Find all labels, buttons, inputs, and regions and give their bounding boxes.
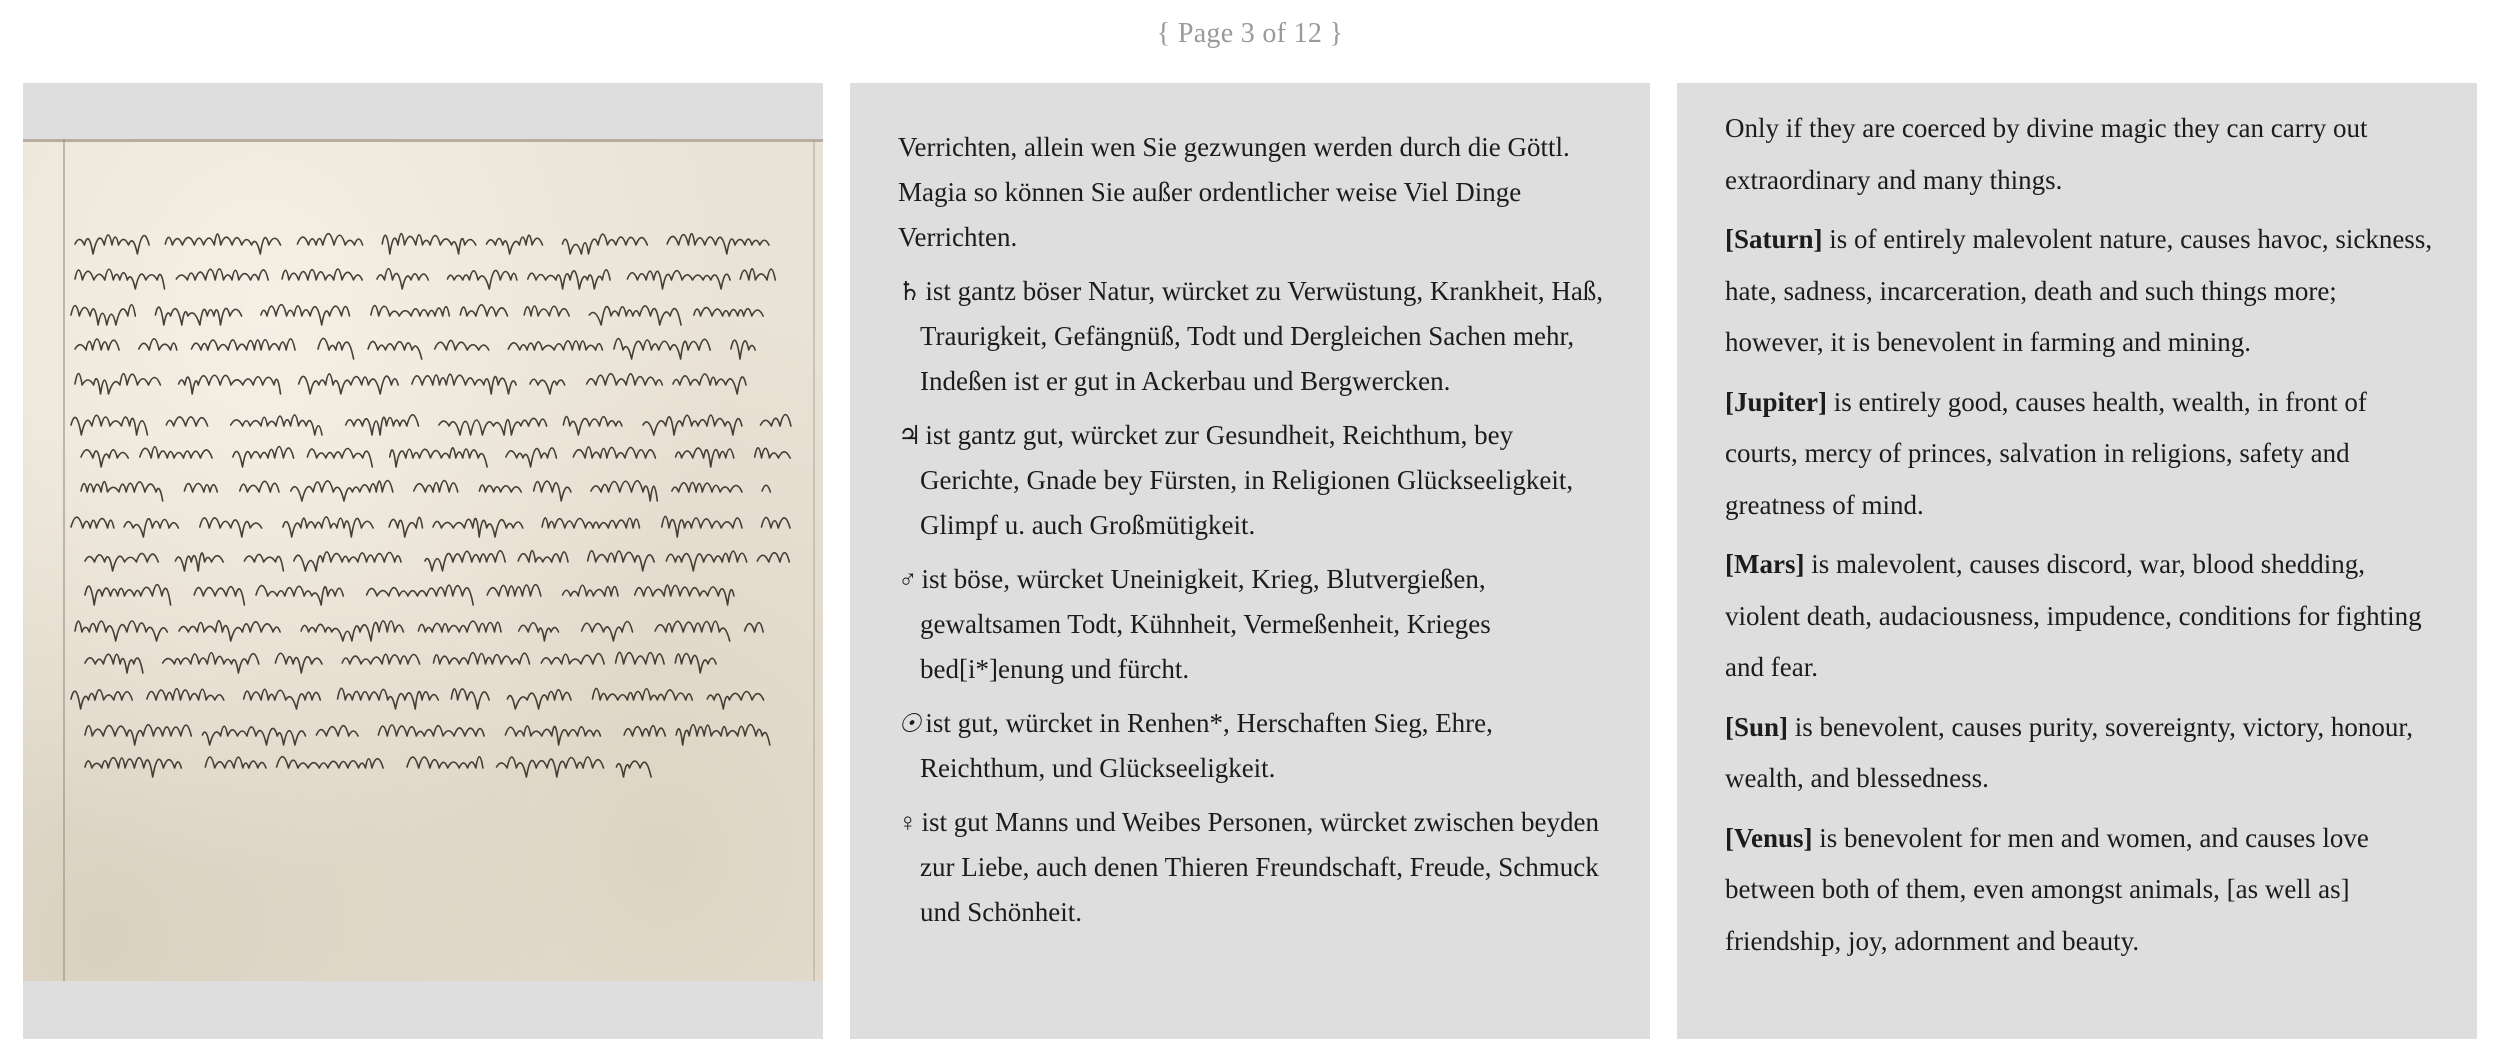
transcript-entry-text: ist böse, würcket Uneinigkeit, Krieg, Blutvergießen, gewaltsamen Todt, Kühnheit, Vermeßenheit, Krieges bed[i*]enung und fürcht. (920, 564, 1491, 684)
handwriting-word (75, 373, 160, 394)
handwriting-word (487, 585, 541, 596)
translation-entry-venus (1725, 813, 2440, 968)
handwriting-word (460, 305, 507, 316)
handwriting-word (85, 585, 171, 605)
handwriting-word (244, 689, 321, 709)
handwriting-word (85, 553, 158, 571)
handwriting-word (283, 517, 373, 537)
handwriting-word (256, 586, 343, 605)
transcript-entry-text: ist gut Manns und Weibes Personen, würcket zwischen beyden zur Liebe, auch denen Thieren Freundschaft, Freude, Schmuck und Schönheit. (920, 807, 1599, 927)
handwriting-word (588, 551, 655, 571)
handwriting-word (179, 621, 280, 641)
planet-label: [Jupiter] (1725, 386, 1827, 417)
handwriting-word (573, 447, 655, 458)
handwriting-word (179, 375, 281, 394)
handwriting-word (707, 692, 763, 710)
planet-label: [Mars] (1725, 549, 1805, 579)
handwriting-word (731, 340, 755, 359)
handwriting-word (368, 341, 422, 359)
handwriting-word (534, 481, 571, 501)
handwriting-word (377, 269, 428, 289)
handwriting-word (563, 234, 648, 254)
handwriting-word (435, 340, 489, 350)
handwriting-word (307, 449, 372, 468)
handwriting-word (582, 622, 633, 642)
handwriting-word (346, 415, 419, 435)
handwriting-word (175, 553, 223, 571)
handwriting-word (655, 621, 730, 641)
translation-entry-jupiter (1725, 377, 2440, 532)
jupiter-symbol-icon: ♃ (898, 421, 922, 450)
handwriting-word (505, 726, 600, 745)
handwriting-word (761, 415, 791, 426)
handwriting-word (338, 688, 439, 709)
handwriting-word (635, 585, 734, 605)
handwriting-word (291, 481, 393, 501)
handwriting-word (71, 690, 132, 709)
handwriting-word (624, 726, 665, 736)
translation-entry-text: is malevolent, causes discord, war, blood shedding, violent death, audaciousness, impudence, conditions for fighting and fear. (1725, 549, 2422, 682)
handwriting-word (389, 517, 422, 537)
handwriting-word (378, 725, 484, 736)
handwriting-word (563, 585, 618, 596)
manuscript-panel (23, 83, 823, 1039)
handwriting-word (205, 757, 266, 768)
handwriting-word (139, 339, 177, 350)
handwriting-word (662, 516, 742, 537)
handwriting-word (506, 448, 557, 467)
handwriting-word (231, 415, 322, 435)
handwriting-word (448, 270, 517, 289)
planet-label: [Saturn] (1725, 224, 1823, 254)
mars-symbol-icon: ♂ (898, 565, 918, 594)
transcript-intro: Verrichten, allein wen Sie gezwungen werden durch die Göttl. Magia so können Sie außer ordentlicher weise Viel Dinge Verrichten. (898, 132, 1570, 252)
venus-symbol-icon: ♀ (898, 808, 918, 837)
handwriting-strokes (23, 139, 823, 981)
handwriting-word (294, 552, 401, 571)
handwriting-word (524, 306, 569, 316)
transcript-entry-venus (898, 800, 1608, 935)
handwriting-word (124, 519, 178, 537)
handwriting-word (667, 234, 769, 254)
handwriting-word (342, 654, 419, 664)
handwriting-word (508, 341, 602, 350)
saturn-symbol-icon: ♄ (898, 277, 922, 306)
handwriting-word (414, 481, 458, 492)
handwriting-word (163, 653, 259, 673)
translation-entry-saturn (1725, 214, 2440, 369)
handwriting-word (507, 690, 571, 709)
handwriting-word (541, 654, 604, 664)
translation-entry-text: is entirely good, causes health, wealth, in front of courts, mercy of princes, salvation in religions, safety and greatness of mind. (1725, 386, 2367, 520)
handwriting-word (676, 448, 734, 467)
handwriting-word (233, 447, 294, 467)
handwriting-word (407, 757, 483, 768)
handwriting-word (616, 761, 651, 777)
handwriting-word (563, 417, 622, 435)
planet-label: [Sun] (1725, 711, 1789, 742)
handwriting-word (616, 652, 665, 664)
handwriting-word (418, 621, 501, 632)
handwriting-word (240, 481, 279, 492)
handwriting-word (200, 518, 262, 537)
transcript-entry-text: ist gut, würcket in Renhen*, Herschaften Sieg, Ehre, Reichthum, und Glückseeligkeit. (920, 708, 1493, 783)
handwriting-word (192, 339, 296, 350)
handwriting-word (75, 621, 167, 641)
translation-entry-sun (1725, 702, 2440, 805)
handwriting-word (673, 374, 746, 394)
handwriting-word (71, 305, 135, 325)
handwriting-word (762, 485, 770, 492)
handwriting-word (672, 483, 742, 492)
translation-entry-mars (1725, 539, 2440, 694)
handwriting-word (297, 234, 362, 245)
handwriting-word (643, 415, 742, 435)
handwriting-word (81, 482, 163, 501)
handwriting-word (694, 308, 763, 316)
handwriting-word (479, 485, 521, 492)
handwriting-word (75, 269, 165, 289)
handwriting-word (530, 379, 565, 394)
handwriting-word (434, 653, 530, 664)
transcript-entry-jupiter (898, 413, 1608, 548)
translation-entry-text: is of entirely malevolent nature, causes havoc, sickness, hate, sadness, incarceration, death and such things more; however, it is benevolent in farming and mining. (1725, 224, 2433, 357)
handwriting-word (301, 621, 403, 641)
handwriting-word (75, 235, 149, 254)
handwriting-word (487, 235, 543, 254)
handwriting-word (745, 623, 764, 632)
manuscript-scan-image (23, 139, 823, 981)
handwriting-word (75, 339, 119, 350)
handwriting-word (627, 271, 730, 289)
planet-label: [Venus] (1725, 822, 1813, 853)
handwriting-word (316, 726, 358, 736)
handwriting-word (147, 689, 224, 700)
handwriting-word (194, 587, 244, 605)
handwriting-word (390, 448, 487, 467)
sun-symbol-icon: ☉ (898, 709, 922, 738)
handwriting-word (425, 551, 505, 571)
handwriting-word (542, 518, 639, 528)
handwriting-word (140, 447, 212, 458)
handwriting-word (593, 688, 693, 700)
handwriting-word (85, 654, 143, 673)
handwriting-word (81, 450, 128, 467)
handwriting-word (275, 653, 322, 673)
handwriting-word (371, 306, 449, 316)
handwriting-word (528, 270, 610, 289)
transcript-entry-saturn (898, 269, 1608, 404)
handwriting-word (282, 269, 362, 280)
handwriting-word (675, 654, 716, 673)
handwriting-word (740, 269, 775, 280)
translation-text (1725, 103, 2440, 975)
handwriting-word (519, 623, 559, 641)
handwriting-word (155, 307, 241, 325)
transcript-entry-text: ist gantz gut, würcket zur Gesundheit, Reichthum, bey Gerichte, Gnade bey Fürsten, in Religionen Glückseeligkeit, Glimpf u. auch Großmütigkeit. (920, 420, 1574, 540)
handwriting-word (591, 481, 657, 501)
handwriting-word (277, 757, 384, 768)
handwriting-word (676, 725, 770, 745)
translation-entry-text: is benevolent for men and women, and causes love between both of them, even amongst animals, [as well as] friendship, joy, adornment and beauty. (1725, 822, 2369, 956)
handwriting-word (433, 518, 523, 537)
handwriting-word (757, 553, 789, 562)
handwriting-word (439, 418, 547, 435)
handwriting-word (202, 726, 305, 745)
handwriting-word (497, 757, 604, 777)
transcript-entry-mars (898, 557, 1608, 692)
transcript-panel (850, 83, 1650, 1039)
handwriting-word (85, 758, 181, 777)
handwriting-word (71, 517, 114, 528)
handwriting-word (762, 517, 791, 528)
translation-panel (1677, 83, 2477, 1039)
handwriting-word (318, 338, 354, 359)
handwriting-word (165, 234, 280, 254)
handwriting-word (244, 554, 283, 571)
translation-entry-text: is benevolent, causes purity, sovereignty, victory, honour, wealth, and blessedness. (1725, 711, 2414, 793)
page-indicator: { Page 3 of 12 } (1156, 18, 1344, 49)
handwriting-word (176, 269, 268, 280)
handwriting-word (261, 305, 350, 325)
handwriting-word (666, 551, 746, 571)
handwriting-word (367, 585, 474, 605)
handwriting-word (589, 306, 681, 325)
transcript-text (898, 125, 1608, 944)
handwriting-word (166, 417, 207, 426)
handwriting-word (518, 551, 568, 562)
transcript-entry-text: ist gantz böser Natur, würcket zu Verwüstung, Krankheit, Haß, Traurigkeit, Gefängnüß, Todt und Dergleichen Sachen mehr, Indeßen ist er gut in Ackerbau und Bergwercken. (920, 276, 1604, 396)
handwriting-word (299, 374, 399, 394)
handwriting-word (451, 689, 489, 709)
transcript-entry-sun (898, 701, 1608, 791)
handwriting-word (184, 484, 217, 493)
handwriting-word (614, 339, 710, 359)
handwriting-word (382, 234, 476, 254)
handwriting-word (71, 415, 147, 435)
handwriting-word (755, 448, 790, 458)
handwriting-word (412, 374, 516, 394)
handwriting-word (587, 374, 663, 385)
handwriting-word (85, 725, 191, 745)
translation-intro: Only if they are coerced by divine magic they can carry out extraordinary and many things. (1725, 113, 2368, 195)
